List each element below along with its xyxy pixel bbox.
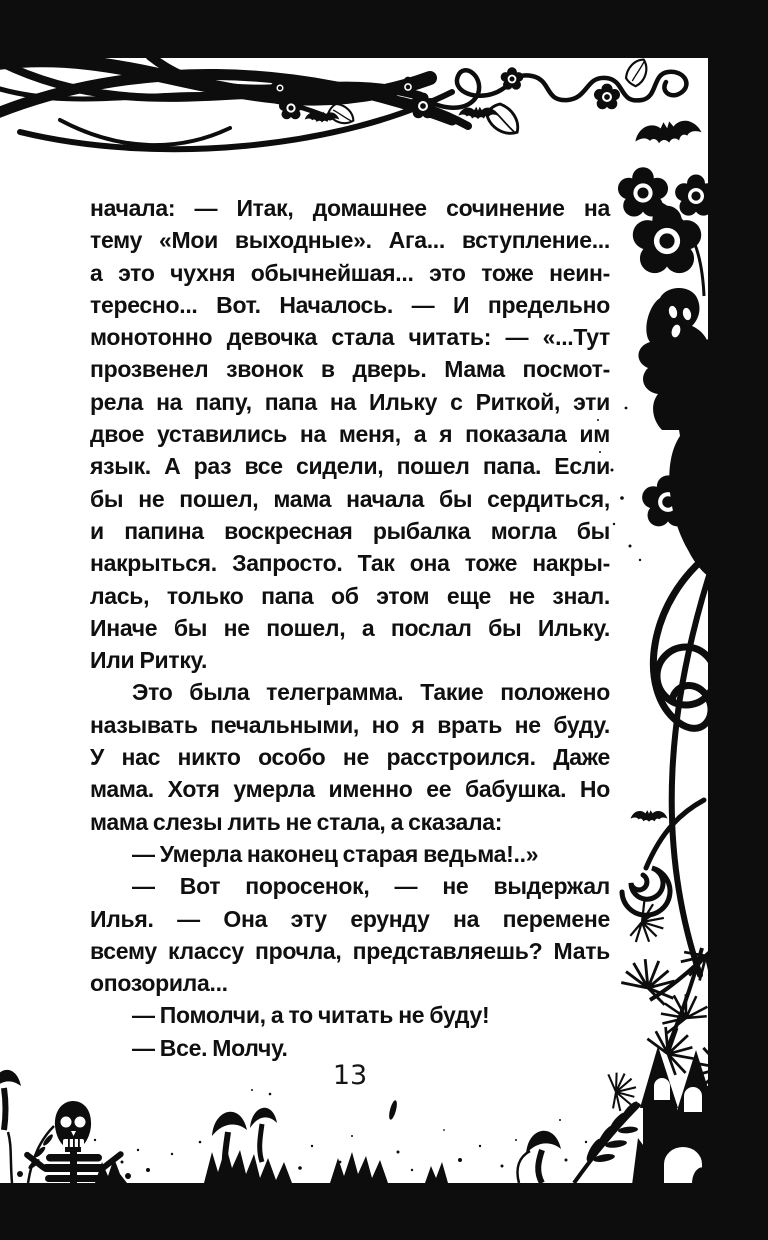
text-line: Это была телеграмма. Такие положено (132, 679, 610, 706)
text-line: — Помолчи, а то читать не буду! (132, 1002, 490, 1029)
text-line: Или Ритку. (90, 647, 208, 674)
text-line: тересно... Вот. Началось. — И предельно (90, 291, 610, 318)
right-border-art (597, 0, 768, 1240)
page-number: 13 (332, 1060, 368, 1091)
text-line: Илья. — Она эту ерунду на перемене (90, 905, 610, 932)
top-border-art (0, 0, 768, 149)
bat-icon (633, 117, 702, 147)
text-line: рела на папу, папа на Ильку с Риткой, эти (90, 388, 610, 415)
vine-scroll (425, 70, 686, 107)
text-line: — Вот поросенок, — не выдержал (132, 873, 610, 900)
flower-icon (633, 206, 701, 273)
text-line: накрыться. Запросто. Так она тоже накры- (90, 550, 610, 577)
text-line: — Умерла наконец старая ведьма!..» (132, 840, 539, 867)
text-line: — Все. Молчу. (132, 1034, 288, 1061)
bat-icon (631, 810, 668, 822)
text-line: мама. Хотя умерла именно ее бабушка. Но (90, 776, 610, 803)
leaf-icon (622, 56, 653, 88)
speckles (94, 1089, 587, 1172)
text-line: а это чухня обычнейшая... это тоже неин- (90, 259, 610, 286)
vine-tangle (0, 56, 468, 149)
text-line: двое уставились на меня, а я показала им (90, 421, 610, 448)
swirl-ornament (622, 552, 715, 975)
text-line: всему классу прочла, представляешь? Мать (90, 937, 610, 964)
text-line: прозвенел звонок в дверь. Мама посмот- (90, 356, 610, 383)
text-line: начала: — Итак, домашнее сочинение на (90, 195, 610, 221)
text-line: бы не пошел, мама начала бы сердиться, (90, 485, 610, 512)
ghost-icon (638, 288, 710, 430)
text-line: тему «Мои выходные». Ага... вступление... (90, 227, 610, 254)
text-line: называть печальными, но я врать не буду. (90, 711, 610, 738)
text-line: язык. А раз все сидели, пошел папа. Если (90, 453, 610, 480)
text-line: У нас никто особо не расстроился. Даже (90, 744, 610, 771)
text-line: монотонно девочка стала читать: — «...Тут (90, 324, 610, 351)
text-line: лась, только папа об этом еще не знал. (90, 582, 610, 609)
leaf-icon (484, 100, 523, 142)
flower-icon (594, 84, 620, 110)
text-line: Иначе бы не пошел, а послал бы Ильку. (90, 614, 610, 641)
text-line: мама слезы лить не стала, а сказала: (90, 808, 503, 835)
flower-icon (501, 67, 524, 89)
text-line: опозорила... (90, 970, 228, 997)
leaf-branch-icon (388, 1099, 641, 1183)
text-line: и папина воскресная рыбалка могла бы (90, 517, 610, 544)
page-text (90, 192, 610, 1064)
